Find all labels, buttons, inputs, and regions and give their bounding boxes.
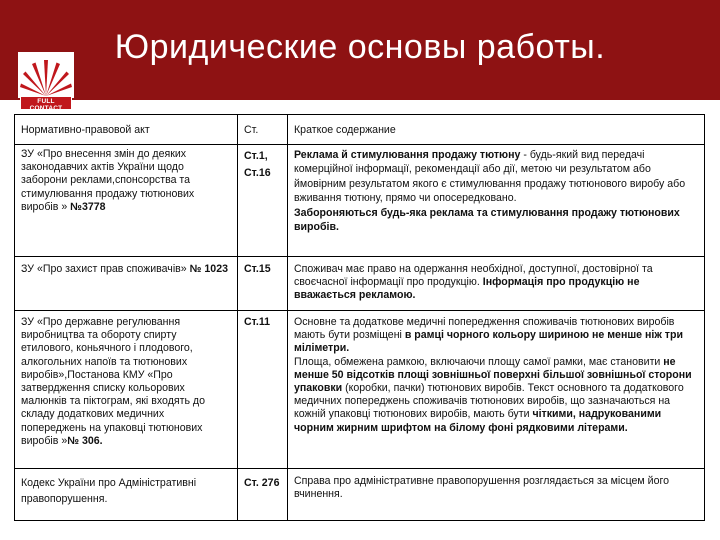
row-article: Ст.1, Ст.16 xyxy=(238,145,288,257)
row-summary: Реклама й стимулювання продажу тютюну - будь-який вид передачі комерційної інформації, рекомендації або дії, метою чи результатом або ймовірним результатом якого є стимулювання продажу тютюнового виробу або вживання тютюну, прямо чи опосередковано. Забороняються будь-яка реклама та стимулювання продажу тютюнових виробів. xyxy=(288,145,705,257)
row-summary: Основне та додаткове медичні попередження споживачів тютюнових виробів мають бути розміщені в рамці чорного кольору шириною не менше ніж три міліметри. Площа, обмежена рамкою, включаючи площу самої рамки, має становити не менше 50 відсотків площі зовнішньої поверхні більшої зовнішньої сторони упаковки (коробки, пачки) тютюнових виробів. Текст основного та додаткового медичних попереджень споживачів тютюнових виробів, що зазначаються на кожній упаковці тютюнових виробів, мають бути чіткими, надрукованими чорним жирним шрифтом на білому фоні рядковими літерами. xyxy=(288,311,705,469)
header-article: Ст. xyxy=(238,115,288,145)
header-band xyxy=(0,0,720,100)
page-title: Юридические основы работы. xyxy=(114,28,606,66)
table-row xyxy=(15,311,705,469)
row-act: ЗУ «Про захист прав споживачів» № 1023 xyxy=(15,257,238,311)
header-summary: Краткое содержание xyxy=(288,115,705,145)
row-summary: Споживач має право на одержання необхідної, доступної, достовірної та своєчасної інформації про продукцію. Інформація про продукцію не вважається рекламою. xyxy=(288,257,705,311)
row-act: ЗУ «Про внесення змін до деяких законодавчих актів України щодо заборони реклами,спонсорства та стимулювання продажу тютюнових виробів » №3778 xyxy=(15,145,238,257)
full-contact-logo xyxy=(18,52,74,114)
row-act: Кодекс України про Адміністративні правопорушення. xyxy=(15,469,238,521)
logo-label-box xyxy=(20,96,72,110)
legal-basis-table xyxy=(14,114,705,521)
table-row xyxy=(15,257,705,311)
row-article: Ст. 276 xyxy=(238,469,288,521)
table-row xyxy=(15,469,705,521)
table-header-row xyxy=(15,115,705,145)
row-act: ЗУ «Про державне регулювання виробництва та обороту спирту етилового, коньячного і плодового, алкогольних напоїв та тютюнових виробів»,Постанова КМУ «Про затвердження списку кольорових малюнків та піктограм, які входять до складу додаткових медичних попереджень на упаковці тютюнових виробів »№ 306. xyxy=(15,311,238,469)
row-summary: Справа про адміністративне правопорушення розглядається за місцем його вчинення. xyxy=(288,469,705,521)
row-article: Ст.15 xyxy=(238,257,288,311)
row-article: Ст.11 xyxy=(238,311,288,469)
header-act: Нормативно-правовой акт xyxy=(15,115,238,145)
sunburst-logo-icon xyxy=(18,52,74,98)
table-row xyxy=(15,145,705,257)
logo-text: FULL CONTACT xyxy=(29,98,63,112)
